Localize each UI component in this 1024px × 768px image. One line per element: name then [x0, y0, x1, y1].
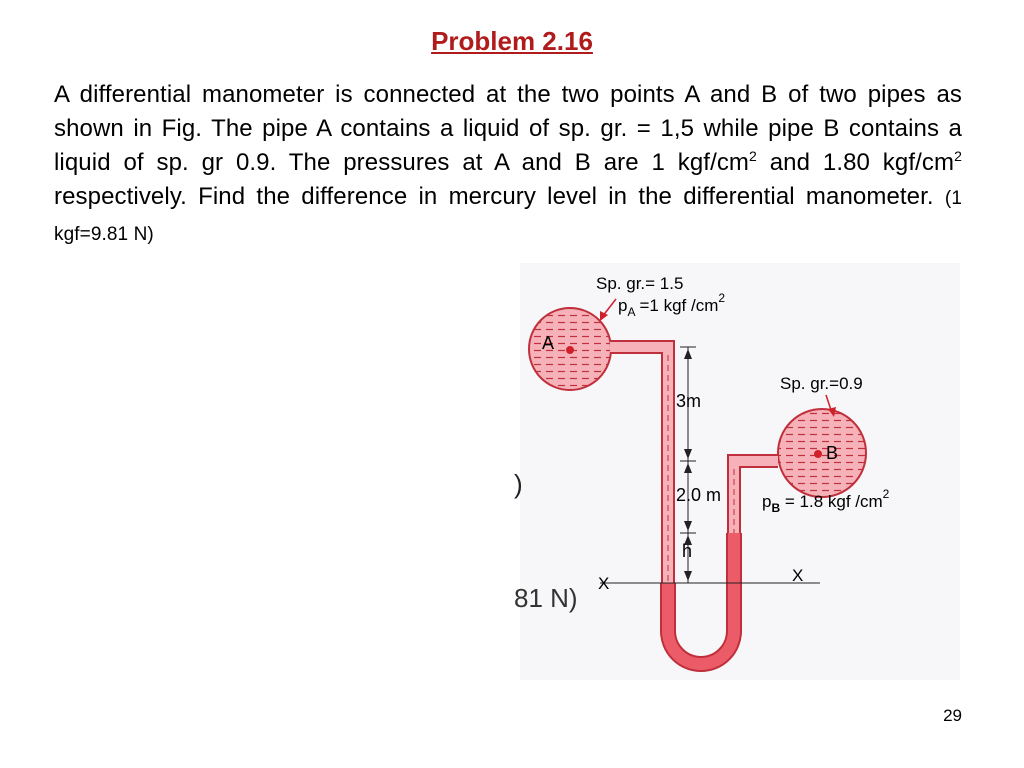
- statement-part-1: A differential manometer is connected at the two points A and B of two pipes as shown in Fig. The pipe A contains a liquid of sp. gr. = 1,5 while pipe B contains a liquid of sp. gr 0.9. The pressures at A and B are 1 kgf/cm: [54, 81, 962, 176]
- sp-gr-b-label: Sp. gr.=0.9: [780, 374, 863, 393]
- manometer-diagram: [514, 263, 960, 680]
- bg-text-1: ): [514, 469, 523, 499]
- statement-part-2: and 1.80 kgf/cm: [756, 149, 955, 176]
- slide-title: Problem 2.16: [431, 26, 593, 56]
- pressure-a-subscript: A: [627, 305, 636, 319]
- label-a: A: [542, 333, 555, 353]
- statement-part-3: respectively. Find the difference in mercury level in the differential manometer.: [54, 183, 945, 210]
- datum-left-label: X: [598, 574, 610, 593]
- pressure-a-exponent: 2: [718, 291, 726, 305]
- pressure-a-value: =1 kgf /cm: [639, 296, 719, 315]
- sp-gr-a-label: Sp. gr.= 1.5: [596, 274, 684, 293]
- pressure-b-subscript: B: [771, 501, 781, 515]
- pressure-b-exponent: 2: [882, 487, 890, 501]
- bg-text-2: 81 N): [514, 583, 578, 613]
- page-number: 29: [943, 706, 962, 725]
- superscript-2: 2: [954, 148, 962, 164]
- pressure-b-symbol: p: [762, 492, 772, 511]
- conversion-note: (1 kgf=9.81 N): [54, 188, 962, 245]
- dim-h-label: h: [682, 541, 693, 561]
- dim-3m-label: 3m: [676, 391, 702, 411]
- pressure-b-label: [762, 487, 890, 515]
- datum-right-label: X: [792, 566, 804, 585]
- problem-statement: [54, 78, 962, 252]
- pressure-b-value: = 1.8 kgf /cm: [780, 492, 883, 511]
- label-b: B: [826, 443, 839, 463]
- point-a-dot: [566, 346, 574, 354]
- point-b-dot: [814, 450, 822, 458]
- pressure-a-symbol: p: [618, 296, 628, 315]
- pipe-b: [778, 409, 866, 497]
- dim-2m-label: 2.0 m: [676, 485, 722, 505]
- superscript-1: 2: [749, 148, 757, 164]
- manometer-figure: [514, 263, 960, 680]
